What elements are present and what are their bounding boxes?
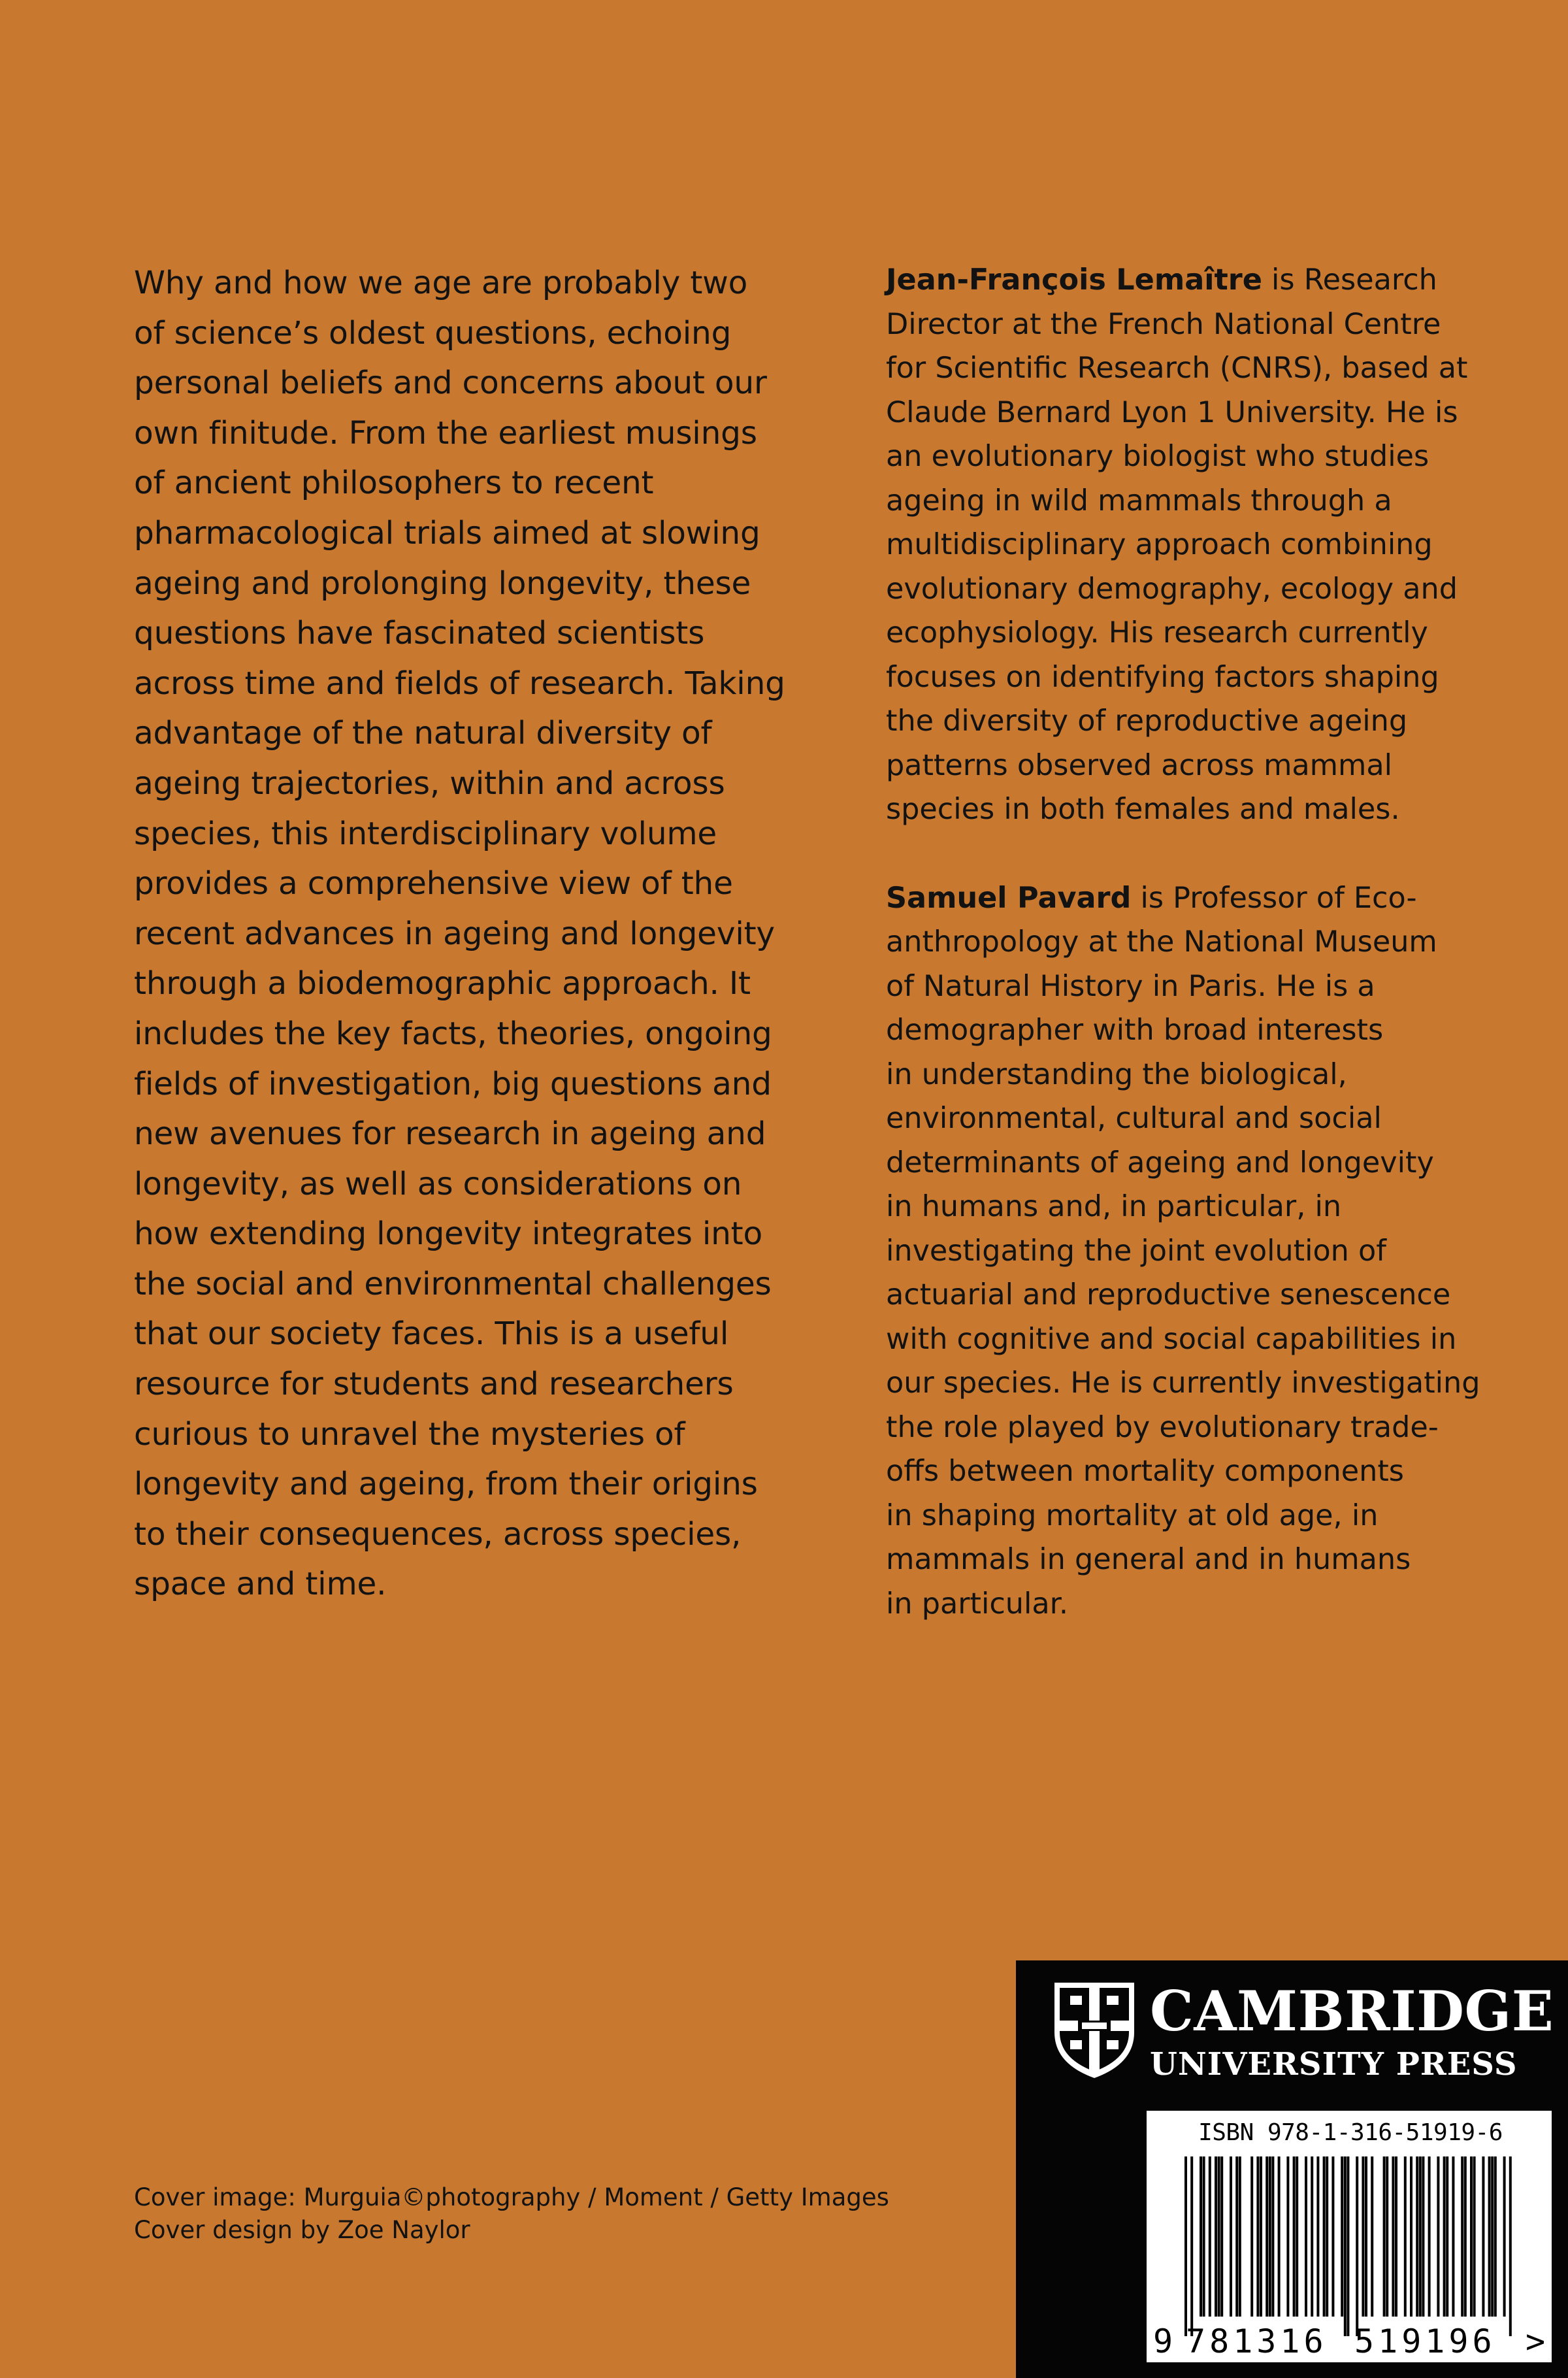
barcode-bar: [1256, 2156, 1259, 2317]
barcode-bar: [1344, 2156, 1347, 2336]
barcode-bar: [1341, 2156, 1343, 2317]
cover-credits: [134, 2181, 889, 2246]
barcode-bar: [1395, 2156, 1397, 2317]
bio-line: mammals in general and in humans: [886, 1543, 1411, 1576]
barcode-bar: [1260, 2156, 1262, 2317]
bio-line: an evolutionary biologist who studies: [886, 440, 1429, 473]
barcode-bar: [1488, 2156, 1491, 2317]
bio-line: in particular.: [886, 1587, 1068, 1621]
barcode-bar: [1365, 2156, 1367, 2317]
description-line: resource for students and researchers: [134, 1366, 734, 1403]
barcode-bar: [1331, 2156, 1334, 2317]
bio-line: the role played by evolutionary trade-: [886, 1410, 1439, 1444]
isbn-label: ISBN 978-1-316-51919-6: [1198, 2119, 1503, 2146]
bio-line: in humans and, in particular, in: [886, 1190, 1342, 1223]
author-bio-pavard: Samuel Pavard is Professor of Eco- anthropology at the National Museum of Natural History in Paris. He is a demographer with broad interests in understanding the biological, environmental, cultural and social determinants of ageing and longevity in humans and, in particular, in investigating the joint evolution of actuarial and reproductive senescence with cognitive and social capabilities in our species. He is currently investigating the role played by evolutionary trade- offs between mortality components in shaping mortality at old age, in mammals in general and in humans in particular.: [886, 876, 1533, 1627]
barcode-bar: [1371, 2156, 1373, 2317]
barcode-bar: [1286, 2156, 1289, 2317]
barcode-bar: [1416, 2156, 1418, 2317]
barcode-bar: [1184, 2156, 1187, 2336]
cambridge-crest-icon: [1052, 1980, 1137, 2080]
barcode-bar: [1419, 2156, 1422, 2317]
barcode-bar: [1362, 2156, 1364, 2317]
author-name: Samuel Pavard: [886, 881, 1132, 915]
description-line: longevity, as well as considerations on: [134, 1165, 742, 1202]
barcode-bar: [1509, 2156, 1512, 2336]
barcode-digits-right: 519196: [1354, 2322, 1496, 2360]
barcode: [1147, 2156, 1552, 2362]
barcode-digit-first: 9: [1153, 2322, 1173, 2360]
barcode-bar: [1470, 2156, 1473, 2317]
bio-line: for Scientific Research (CNRS), based at: [886, 352, 1468, 385]
cover-image-credit: Cover image: Murguia©photography / Moment / Getty Images: [134, 2183, 889, 2211]
author-bios: [886, 258, 1533, 1626]
description-line: that our society faces. This is a useful: [134, 1315, 729, 1353]
barcode-bar: [1422, 2156, 1424, 2317]
barcode-bar: [1230, 2156, 1232, 2317]
author-bio-lemaitre: Jean-François Lemaître is Research Director at the French National Centre for Scientific Research (CNRS), based at Claude Bernard Lyon 1 University. He is an evolutionary biologist who studies ageing in wild mammals through a multidisciplinary approach combining evolutionary demography, ecology and ecophysiology. His research currently focuses on identifying factors shaping the diversity of reproductive ageing patterns observed across mammal species in both females and males.: [886, 258, 1533, 832]
publisher-name-line1: CAMBRIDGE: [1150, 1979, 1554, 2043]
bio-line: patterns observed across mammal: [886, 748, 1393, 782]
description-line: own finitude. From the earliest musings: [134, 414, 757, 452]
bio-line: in understanding the biological,: [886, 1057, 1347, 1091]
description-line: to their consequences, across species,: [134, 1515, 742, 1553]
barcode-digits-left: 781316: [1186, 2322, 1328, 2360]
barcode-quiet-marker: >: [1526, 2322, 1546, 2360]
barcode-bar: [1326, 2156, 1328, 2317]
barcode-panel: [1147, 2111, 1552, 2362]
description-line: curious to unravel the mysteries of: [134, 1415, 685, 1453]
barcode-bar: [1250, 2156, 1253, 2317]
book-description: [134, 258, 846, 1610]
barcode-bar: [1494, 2156, 1497, 2317]
description-line: of science’s oldest questions, echoing: [134, 314, 732, 352]
author-name: Jean-François Lemaître: [886, 263, 1262, 297]
barcode-bar: [1428, 2156, 1431, 2317]
bio-line: focuses on identifying factors shaping: [886, 660, 1439, 694]
description-line: recent advances in ageing and longevity: [134, 915, 775, 952]
description-line: includes the key facts, theories, ongoing: [134, 1015, 772, 1052]
description-line: pharmacological trials aimed at slowing: [134, 514, 760, 552]
barcode-bar: [1461, 2156, 1463, 2317]
description-line: new avenues for research in ageing and: [134, 1115, 766, 1153]
barcode-bar: [1482, 2156, 1484, 2317]
barcode-bar: [1269, 2156, 1271, 2317]
barcode-bar: [1464, 2156, 1467, 2317]
barcode-bar: [1437, 2156, 1439, 2317]
barcode-bar: [1392, 2156, 1394, 2317]
barcode-bar: [1446, 2156, 1448, 2317]
barcode-bars: [1184, 2156, 1512, 2336]
bio-line: our species. He is currently investigating: [886, 1366, 1480, 1400]
description-line: of ancient philosophers to recent: [134, 465, 654, 502]
description-line: how extending longevity integrates into: [134, 1215, 762, 1253]
bio-line: investigating the joint evolution of: [886, 1234, 1386, 1268]
bio-line: offs between mortality components: [886, 1455, 1404, 1488]
description-line: advantage of the natural diversity of: [134, 715, 712, 752]
bio-line: Claude Bernard Lyon 1 University. He is: [886, 395, 1458, 429]
bio-line: of Natural History in Paris. He is a: [886, 969, 1375, 1003]
publisher-name-line2: UNIVERSITY PRESS: [1150, 2046, 1518, 2083]
bio-line: ecophysiology. His research currently: [886, 616, 1428, 650]
barcode-bar: [1410, 2156, 1413, 2317]
description-line: species, this interdisciplinary volume: [134, 815, 717, 852]
barcode-bar: [1356, 2156, 1358, 2336]
publisher-box: [1016, 1960, 1568, 2378]
description-line: the social and environmental challenges: [134, 1265, 772, 1302]
bio-line: environmental, cultural and social: [886, 1102, 1382, 1135]
barcode-bar: [1316, 2156, 1319, 2317]
barcode-bar: [1443, 2156, 1446, 2317]
description-line: ageing trajectories, within and across: [134, 765, 725, 802]
description-line: across time and fields of research. Taking: [134, 665, 785, 702]
description-line: longevity and ageing, from their origins: [134, 1466, 758, 1503]
barcode-bar: [1347, 2156, 1349, 2336]
barcode-bar: [1404, 2156, 1407, 2317]
description-line: through a biodemographic approach. It: [134, 965, 751, 1002]
description-line: personal beliefs and concerns about our: [134, 365, 767, 402]
description-line: fields of investigation, big questions and: [134, 1065, 772, 1102]
barcode-bar: [1503, 2156, 1506, 2317]
publisher-name: [1150, 1979, 1554, 2085]
bio-line: species in both females and males.: [886, 793, 1400, 826]
description-line: questions have fascinated scientists: [134, 615, 705, 652]
bio-line: ageing in wild mammals through a: [886, 484, 1392, 518]
barcode-bar: [1386, 2156, 1388, 2317]
barcode-bar: [1203, 2156, 1205, 2317]
barcode-bar: [1235, 2156, 1238, 2317]
bio-line: demographer with broad interests: [886, 1014, 1384, 1047]
barcode-bar: [1278, 2156, 1281, 2317]
bio-line: evolutionary demography, ecology and: [886, 572, 1458, 606]
barcode-bar: [1266, 2156, 1268, 2317]
bio-line: determinants of ageing and longevity: [886, 1146, 1434, 1180]
barcode-bar: [1209, 2156, 1211, 2317]
barcode-bar: [1190, 2156, 1193, 2336]
bio-line: actuarial and reproductive senescence: [886, 1278, 1451, 1312]
barcode-bar: [1452, 2156, 1454, 2317]
barcode-bar: [1296, 2156, 1298, 2317]
bio-line: Director at the French National Centre: [886, 307, 1441, 341]
barcode-bar: [1323, 2156, 1326, 2317]
bio-line: in shaping mortality at old age, in: [886, 1498, 1379, 1532]
bio-line: with cognitive and social capabilities in: [886, 1322, 1457, 1356]
bio-line: the diversity of reproductive ageing: [886, 704, 1408, 738]
description-line: ageing and prolonging longevity, these: [134, 565, 751, 602]
barcode-bar: [1305, 2156, 1307, 2317]
barcode-bar: [1271, 2156, 1274, 2317]
barcode-bar: [1473, 2156, 1476, 2317]
barcode-bar: [1311, 2156, 1313, 2317]
barcode-bar: [1293, 2156, 1296, 2317]
description-line: space and time.: [134, 1566, 387, 1603]
barcode-bar: [1491, 2156, 1494, 2317]
barcode-bar: [1220, 2156, 1223, 2317]
barcode-bar: [1383, 2156, 1386, 2317]
description-line: provides a comprehensive view of the: [134, 865, 733, 902]
barcode-bar: [1215, 2156, 1217, 2317]
bio-line: multidisciplinary approach combining: [886, 528, 1433, 561]
barcode-bar: [1239, 2156, 1241, 2317]
description-line: Why and how we age are probably two: [134, 265, 748, 301]
barcode-bar: [1200, 2156, 1202, 2317]
cover-design-credit: Cover design by Zoe Naylor: [134, 2215, 470, 2244]
bio-line: anthropology at the National Museum: [886, 925, 1437, 959]
barcode-bar: [1218, 2156, 1220, 2317]
